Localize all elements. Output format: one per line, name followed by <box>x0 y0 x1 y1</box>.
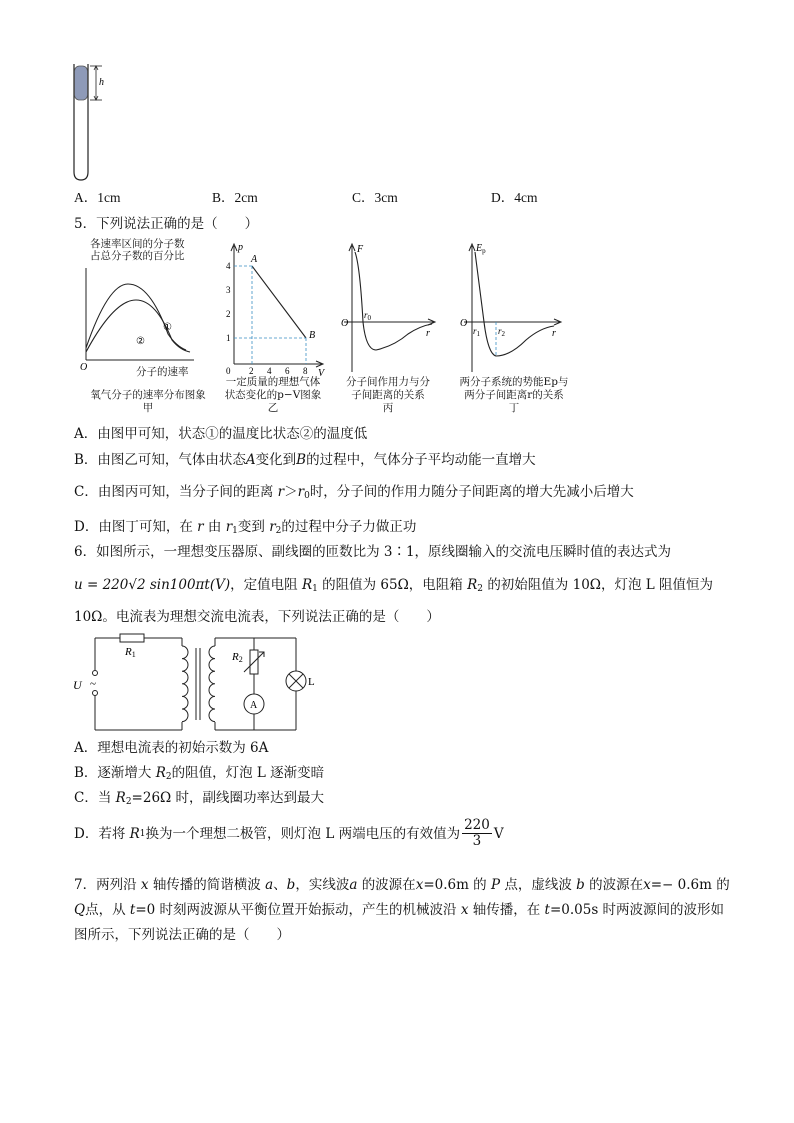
q7-l2-b: 点，从 <box>85 902 126 918</box>
q7-l1-a: 7．两列沿 <box>74 877 137 893</box>
fig-ding-yaxis: E <box>476 243 483 254</box>
q5-option-d-r2-sub: 2 <box>275 526 282 536</box>
q5-option-b-text-2: 变化到 <box>255 452 297 468</box>
q6-stem-line-2 <box>74 575 713 599</box>
q6-r2-sub: 2 <box>477 584 484 594</box>
q7-l1-m: 点，虚线波 <box>504 877 572 893</box>
q5-option-d-text-4: 的过程中分子力做正功 <box>281 519 417 535</box>
fig-bing <box>338 238 438 416</box>
fig-yi-xtick-2: 2 <box>249 366 254 376</box>
fig-ding-xaxis: r <box>552 328 556 339</box>
fig-yi-ytick-4: 4 <box>226 261 231 271</box>
fig-ding-origin: O <box>460 318 468 329</box>
fig-ding-caption-2: 两分子间距离r的关系 <box>464 389 564 401</box>
q5-option-c-gt: ＞ <box>284 484 298 500</box>
q7-l2-q: Q <box>74 902 86 918</box>
fig-ding-r1: r <box>473 326 477 336</box>
q7-l1-x: x <box>140 877 149 893</box>
q6-voltage-formula: u = 220√2 sin100πt(V) <box>74 577 231 593</box>
q5-option-d-r2: r <box>269 519 276 535</box>
q6-stem-text-a: ，定值电阻 <box>230 577 298 593</box>
q4-option-c[interactable]: C．3cm <box>352 190 398 205</box>
fig-yi-caption-label: 乙 <box>267 402 279 414</box>
q6-r1-symbol: R <box>301 577 313 593</box>
fig-ding-caption-1: 两分子系统的势能Ep与 <box>459 376 569 388</box>
q5-option-c-text-1: C．由图丙可知，当分子间的距离 <box>74 484 274 500</box>
q5-option-a[interactable]: A．由图甲可知，状态①的温度比状态②的温度低 <box>74 426 368 442</box>
fig-jia-origin: O <box>80 362 88 372</box>
q6-r2-symbol: R <box>467 577 478 593</box>
q5-option-b[interactable] <box>74 450 536 470</box>
fig-ding-r2-sub: 2 <box>501 330 506 338</box>
fig-bing-r0-sub: 0 <box>367 314 372 322</box>
fig-yi-xtick-8: 8 <box>303 366 308 376</box>
q7-l1-wave-a: a <box>265 877 274 893</box>
q6-option-c-text-2: =26Ω 时，副线圈功率达到最大 <box>131 790 325 806</box>
fig-yi-origin: 0 <box>226 366 231 376</box>
q6-option-c-r-sub: 2 <box>125 797 132 807</box>
q6-option-b-r: R <box>155 765 166 781</box>
fig-ding-r2: r <box>498 326 502 336</box>
fig-yi <box>218 238 328 416</box>
q6-stem-line-1: 6．如图所示，一理想变压器原、副线圈的匝数比为 3∶1，原线圈输入的交流电压瞬时值的表达式为 <box>74 544 672 560</box>
fig-jia-xlabel: 分子的速率 <box>136 366 189 378</box>
fig-ding-caption-label: 丁 <box>508 402 520 414</box>
q6-r1-sub: 1 <box>312 584 318 594</box>
q5-option-c-r0-sub: 0 <box>304 491 310 501</box>
fig-yi-xtick-6: 6 <box>285 366 290 376</box>
q6-option-d[interactable] <box>74 818 504 849</box>
q6-option-b-text-2: 的阻值，灯泡 L 逐渐变暗 <box>171 765 325 781</box>
q5-option-b-state-a: A <box>245 452 256 468</box>
q7-l2-h: =0.05s 时两波源间的波形如 <box>549 902 725 918</box>
q5-option-d[interactable] <box>74 517 416 541</box>
q4-option-d[interactable]: D．4cm <box>491 190 538 205</box>
q6-option-b-text-1: B．逐渐增大 <box>74 765 152 781</box>
circuit-lamp-label: L <box>308 676 315 688</box>
circuit-r1-sub: 1 <box>131 650 136 659</box>
fig-jia-curve2: ② <box>136 336 145 347</box>
fig-ding-yaxis-sub: p <box>482 247 486 255</box>
fig-yi-ytick-2: 2 <box>226 309 231 319</box>
circuit-ammeter-label: A <box>250 700 258 711</box>
tube-figure <box>66 60 116 182</box>
q6-option-b[interactable] <box>74 763 324 787</box>
circuit-r2-label: R <box>232 651 239 663</box>
fig-yi-caption-2: 状态变化的p−V图象 <box>224 389 322 401</box>
q7-l1-x2: x <box>415 877 424 893</box>
q6-option-d-denominator: 3 <box>472 833 482 849</box>
fig-bing-xaxis: r <box>426 328 430 339</box>
q5-option-d-r1: r <box>225 519 233 535</box>
q6-option-a[interactable]: A．理想电流表的初始示数为 6A <box>74 740 269 756</box>
fig-bing-caption-2: 子间距离的关系 <box>351 389 425 401</box>
q5-stem: 5．下列说法正确的是（ ） <box>74 216 259 232</box>
q5-option-d-r: r <box>197 519 204 535</box>
q6-option-d-numerator: 220 <box>464 817 490 833</box>
fig-yi-xaxis: V <box>318 368 325 378</box>
q7-l1-q: =− 0.6m 的 <box>650 877 730 893</box>
q5-option-d-r1-sub: 1 <box>232 526 238 536</box>
circuit-r2-sub: 2 <box>238 655 243 664</box>
svg-text:R1 <box>124 646 136 659</box>
q7-l2-d: =0 时刻两波源从平衡位置开始振动，产生的机械波沿 <box>135 902 457 918</box>
q6-stem-text-b: 的阻值为 65Ω，电阻箱 <box>322 577 463 593</box>
q6-stem-text-c: 的初始阻值为 10Ω，灯泡 L 阻值恒为 <box>487 577 714 593</box>
q7-l1-wave-b: b <box>286 877 296 893</box>
fig-bing-yaxis: F <box>357 244 364 255</box>
fig-yi-ytick-3: 3 <box>226 285 231 295</box>
q7-l2-x: x <box>460 902 469 918</box>
q6-option-c-r: R <box>115 790 126 806</box>
q6-option-c-text-1: C．当 <box>74 790 112 806</box>
q5-option-d-text-2: 由 <box>207 519 222 535</box>
fig-jia-caption-label: 甲 <box>142 402 154 414</box>
fig-jia-ylabel-2: 占总分子数的百分比 <box>90 250 185 262</box>
q5-option-c-r0: r <box>297 484 305 500</box>
q7-l1-x3: x <box>643 877 651 893</box>
fig-ding <box>454 238 574 416</box>
circuit-u-label: U <box>73 678 82 692</box>
q7-l1-i: 的波源在 <box>361 877 416 893</box>
fig-jia-caption: 氧气分子的速率分布图象 <box>90 389 206 401</box>
q5-option-c[interactable] <box>74 482 634 506</box>
q7-l1-g: ，实线波 <box>295 877 350 893</box>
q6-option-b-r-sub: 2 <box>165 772 172 782</box>
q7-l1-k: =0.6m 的 <box>423 877 487 893</box>
q6-option-c[interactable] <box>74 788 324 812</box>
fig-yi-point-b: B <box>309 330 316 341</box>
q7-stem-line-2 <box>74 900 724 920</box>
svg-text:Ep <box>475 243 486 255</box>
fig-yi-caption-1: 一定质量的理想气体 <box>225 376 321 388</box>
q7-stem-line-1 <box>74 875 730 895</box>
svg-text:R2 <box>231 651 243 664</box>
q5-option-d-text-1: D．由图丁可知，在 <box>74 519 193 535</box>
svg-text:r1 <box>473 326 481 338</box>
q7-l2-f: 轴传播，在 <box>472 902 541 918</box>
q7-l1-c: 轴传播的简谐横波 <box>152 877 261 893</box>
fig-yi-xtick-4: 4 <box>267 366 272 376</box>
fig-yi-ytick-1: 1 <box>226 333 231 343</box>
svg-text:r0 <box>364 310 372 322</box>
fig-yi-point-a: A <box>251 254 258 265</box>
q5-option-b-text-1: B．由图乙可知，气体由状态 <box>74 452 246 468</box>
q4-option-a[interactable]: A．1cm <box>74 190 121 205</box>
q7-l1-sep: 、 <box>273 877 287 893</box>
q6-option-d-r-sub: 1 <box>139 828 146 839</box>
q4-option-b[interactable]: B．2cm <box>212 190 258 205</box>
q6-option-d-fraction <box>462 818 492 849</box>
q6-option-d-r: R <box>129 825 140 842</box>
fig-bing-r0: r <box>364 310 368 320</box>
fig-bing-caption-label: 丙 <box>382 402 394 414</box>
q6-stem-line-3: 10Ω。电流表为理想交流电流表，下列说法正确的是（ ） <box>74 609 440 625</box>
fig-jia-curve1: ① <box>163 322 172 333</box>
q6-option-d-text-2: 换为一个理想二极管，则灯泡 L 两端电压的有效值为 <box>145 825 461 842</box>
circuit-r1-label: R <box>125 646 132 658</box>
q5-option-b-text-3: 的过程中，气体分子平均动能一直增大 <box>306 452 536 468</box>
r1-resistor <box>120 634 144 642</box>
q5-option-c-text-2: 时，分子间的作用力随分子间距离的增大先减小后增大 <box>309 484 634 500</box>
q7-l2-t: t <box>129 902 136 918</box>
q7-l1-o: 的波源在 <box>589 877 644 893</box>
transformer-circuit <box>70 630 320 736</box>
circuit-ac-symbol: ~ <box>90 678 96 690</box>
fig-jia <box>76 238 220 416</box>
tube-height-label: h <box>99 77 104 88</box>
q7-l1-p: P <box>490 877 501 893</box>
q7-l1-b2: b <box>576 877 585 893</box>
svg-text:r2 <box>498 326 506 338</box>
q5-option-b-state-b: B <box>296 452 307 468</box>
q5-option-d-text-3: 变到 <box>237 519 265 535</box>
q7-l2-t2: t <box>544 902 550 918</box>
fig-ding-r1-sub: 1 <box>476 330 481 338</box>
q6-option-d-unit: V <box>493 825 504 842</box>
fig-bing-caption-1: 分子间作用力与分 <box>346 376 430 388</box>
q6-option-d-text-1: D．若将 <box>74 825 126 842</box>
q7-l1-a2: a <box>349 877 358 893</box>
fig-bing-origin: O <box>341 318 349 329</box>
q7-stem-line-3: 图所示，下列说法正确的是（ ） <box>74 927 290 943</box>
fig-yi-yaxis: p <box>238 242 243 253</box>
q5-option-c-r: r <box>277 484 285 500</box>
fig-jia-ylabel-1: 各速率区间的分子数 <box>90 238 185 250</box>
